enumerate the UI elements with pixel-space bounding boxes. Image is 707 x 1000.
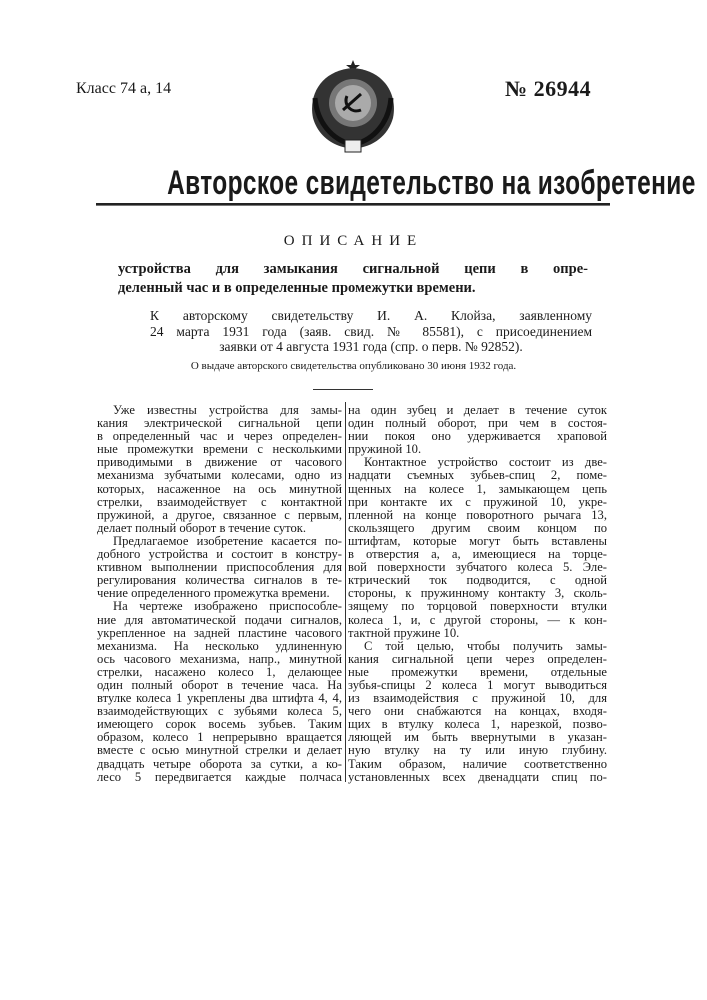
- text-line: вой поверхности зубчатого колеса 5. Эле-: [348, 561, 607, 574]
- paragraph: [97, 535, 342, 600]
- text-line: механизма зубчатыми колесами, одно из: [97, 469, 342, 482]
- text-line: в определенный час и через определен-: [97, 430, 342, 443]
- paragraph: [348, 640, 607, 784]
- text-line: на один зубец и делает в течение суток: [348, 404, 607, 417]
- text-line: добного устройства и состоит в констру-: [97, 548, 342, 561]
- class-label: Класс 74 а, 14: [76, 80, 171, 98]
- text-line: чего они снабжаются на концах, входя-: [348, 705, 607, 718]
- text-line: стрелки, насажено колесо 1, делающее: [97, 666, 342, 679]
- text-line: ные промежутки времени с несколькими: [97, 443, 342, 456]
- text-line: зящему по торцовой поверхности втулки: [348, 600, 607, 613]
- text-line: втулке колеса 1 укреплены два штифта 4, 4,: [97, 692, 342, 705]
- text-line: лесо 5 передвигается каждые полчаса: [97, 771, 342, 784]
- text-line: взаимодействующих с зубьями колеса 5,: [97, 705, 342, 718]
- text-column-left: [97, 404, 342, 784]
- text-line: Таким образом, наличие соответственно: [348, 758, 607, 771]
- subject-line: деленный час и в определенные промежутки времени.: [118, 279, 588, 298]
- text-line: скользящего другим своим концом по: [348, 522, 607, 535]
- certificate-reference: [150, 308, 592, 355]
- text-line: ктивном выполнении приспособления для: [97, 561, 342, 574]
- patent-number: № 26944: [505, 76, 591, 102]
- text-line: колеса 1, и, с другой стороны, — к кон-: [348, 614, 607, 627]
- text-line: ось часового механизма, напр., минутной: [97, 653, 342, 666]
- column-divider: [345, 402, 346, 782]
- paragraph: [97, 600, 342, 783]
- text-line: ние для автоматической подачи сигналов,: [97, 614, 342, 627]
- publication-note: О выдаче авторского свидетельства опубликовано 30 июня 1932 года.: [0, 360, 707, 372]
- text-line: ктрический ток подводится, с одной: [348, 574, 607, 587]
- text-line: щих в втулку колеса 1, нарезкой, позво-: [348, 718, 607, 731]
- paragraph: [97, 404, 342, 535]
- text-line: механизма. На несколько удлиненную: [97, 640, 342, 653]
- text-line: из взаимодействия с пружиной 10, для: [348, 692, 607, 705]
- section-divider: [313, 389, 373, 390]
- text-line: Предлагаемое изобретение касается по-: [97, 535, 342, 548]
- document-title: Авторское свидетельство на изобретение: [167, 164, 538, 203]
- text-line: зубья-спицы 2 колеса 1 могут выводиться: [348, 679, 607, 692]
- paragraph: [348, 404, 607, 456]
- subject-line: устройства для замыкания сигнальной цепи в опре-: [118, 260, 588, 279]
- text-line: пружиной, а другое, связанное с первым,: [97, 509, 342, 522]
- text-line: образом, колесо 1 непрерывно вращается: [97, 731, 342, 744]
- text-line: ные промежутки времени, отдельные: [348, 666, 607, 679]
- ussr-emblem-icon: [303, 58, 403, 156]
- reference-line: К авторскому свидетельству И. А. Клойза, заявленному: [150, 308, 592, 324]
- text-line: пленной на конце поворотного рычага 13,: [348, 509, 607, 522]
- reference-line: 24 марта 1931 года (заяв. свид. № 85581), с присоединением: [150, 324, 592, 340]
- text-line: стрелки, взаимодействует с контактной: [97, 496, 342, 509]
- text-line: кания сигнальной цепи через определен-: [348, 653, 607, 666]
- section-heading: ОПИСАНИЕ: [0, 233, 707, 250]
- text-line: при контакте их с пружиной 10, укре-: [348, 496, 607, 509]
- text-line: щенных на колесе 1, замыкающем цепь: [348, 483, 607, 496]
- text-line: стороны, к пружинному контакту 3, сколь-: [348, 587, 607, 600]
- text-line: в отверстия а, а, имеющиеся на торце-: [348, 548, 607, 561]
- text-line: один полный оборот в течение часа. На: [97, 679, 342, 692]
- text-line: делает полный оборот в течение суток.: [97, 522, 342, 535]
- text-line: которых, насаженное на ось минутной: [97, 483, 342, 496]
- title-rule: [96, 203, 610, 206]
- paragraph: [348, 456, 607, 639]
- text-line: Уже известны устройства для замы-: [97, 404, 342, 417]
- text-line: один полный оборот, при чем в состоя-: [348, 417, 607, 430]
- text-line: имеющего сорок восемь зубьев. Таким: [97, 718, 342, 731]
- text-line: кания электрической сигнальной цепи: [97, 417, 342, 430]
- text-line: приводимыми в движение от часового: [97, 456, 342, 469]
- text-line: С той целью, чтобы получить замы-: [348, 640, 607, 653]
- text-line: пружиной 10.: [348, 443, 607, 456]
- text-line: чение определенного промежутка времени.: [97, 587, 342, 600]
- text-line: ляющей им быть ввернутыми в указан-: [348, 731, 607, 744]
- text-line: вместе с осью минутной стрелки и делает: [97, 744, 342, 757]
- text-line: двадцать четыре оборота за сутки, а ко-: [97, 758, 342, 771]
- text-line: Контактное устройство состоит из две-: [348, 456, 607, 469]
- text-line: ную втулку на ту или иную глубину.: [348, 744, 607, 757]
- text-line: штифтам, которые могут быть вставлены: [348, 535, 607, 548]
- invention-subject: [118, 260, 588, 298]
- text-column-right: [348, 404, 607, 784]
- reference-line: заявки от 4 августа 1931 года (спр. о перв. № 92852).: [150, 339, 592, 355]
- text-line: нии покоя оно удерживается храповой: [348, 430, 607, 443]
- text-line: тактной пружине 10.: [348, 627, 607, 640]
- text-line: установленных всех двенадцати спиц по-: [348, 771, 607, 784]
- text-line: укрепленное на задней пластине часового: [97, 627, 342, 640]
- text-line: регулирования количества сигналов в те-: [97, 574, 342, 587]
- text-line: На чертеже изображено приспособле-: [97, 600, 342, 613]
- text-line: надцати съемных зубьев-спиц 2, поме-: [348, 469, 607, 482]
